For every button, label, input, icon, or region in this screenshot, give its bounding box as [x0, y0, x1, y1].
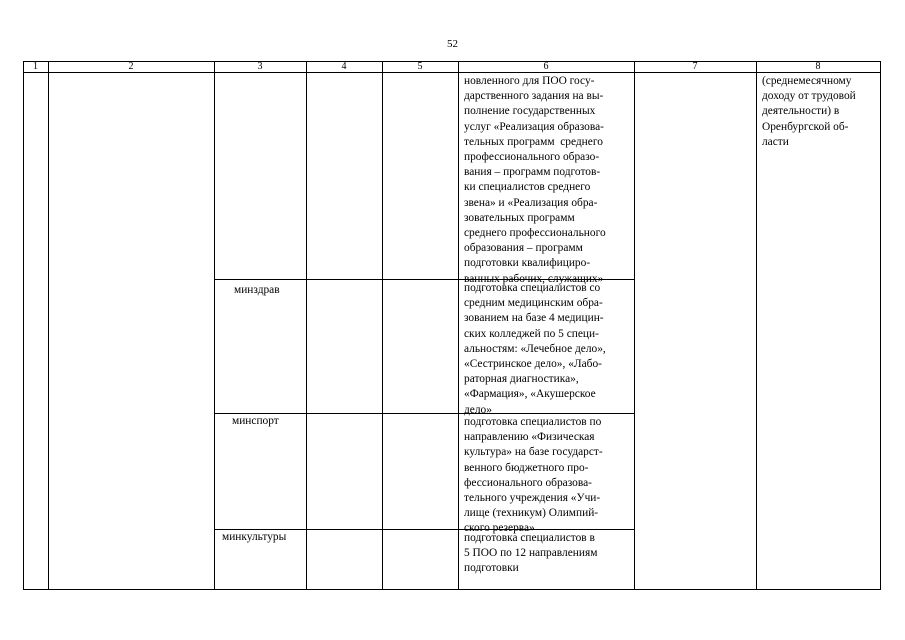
ministry-label-minkultury: минкультуры	[222, 531, 287, 543]
measure-description-1: новленного для ПОО госу- дарственного задания на вы- полнение государственных услуг «Реализация образова- тельных программ среднего профессионального образо- вания – программ подготов- ки специалистов среднего звена» и «Реализация обра- зовательных программ среднего профессионального образования – программ подготовки квалифициро- ванных рабочих, служащих»	[464, 75, 606, 285]
indicator-description: (среднемесячному доходу от трудовой деятельности) в Оренбургской об- ласти	[762, 75, 856, 148]
header-col-4: 4	[341, 61, 347, 72]
measure-description-3: подготовка специалистов по направлению «Физическая культура» на базе государст- венного бюджетного про- фессионального образова- тельного учреждения «Учи- лище (техникум) Олимпий- ского резерва»	[464, 416, 603, 535]
measure-description-4: подготовка специалистов в 5 ПОО по 12 направлениям подготовки	[464, 532, 598, 575]
header-col-7: 7	[692, 61, 698, 72]
column-border	[634, 61, 635, 590]
column-border	[756, 61, 757, 590]
column-border	[458, 61, 459, 590]
header-col-6: 6	[543, 61, 549, 72]
ministry-label-minzdrav: минздрав	[234, 284, 280, 296]
header-bottom-border	[23, 72, 880, 73]
header-col-3: 3	[257, 61, 263, 72]
header-col-2: 2	[128, 61, 134, 72]
column-border	[382, 61, 383, 590]
page-number: 52	[447, 38, 458, 50]
column-border	[214, 61, 215, 590]
column-border	[48, 61, 49, 590]
column-border	[880, 61, 881, 590]
measure-description-2: подготовка специалистов со средним медицинским обра- зованием на базе 4 медицин- ских колледжей по 5 специ- альностям: «Лечебное дело», «Сестринское дело», «Лабо- раторная диагностика», «Фармация», «Акушерское дело»	[464, 282, 606, 416]
column-border	[306, 61, 307, 590]
column-border	[23, 61, 24, 590]
ministry-label-minsport: минспорт	[232, 415, 279, 427]
table-bottom-border	[23, 589, 880, 590]
header-col-1: 1	[33, 61, 38, 72]
header-col-5: 5	[417, 61, 423, 72]
header-col-8: 8	[815, 61, 821, 72]
